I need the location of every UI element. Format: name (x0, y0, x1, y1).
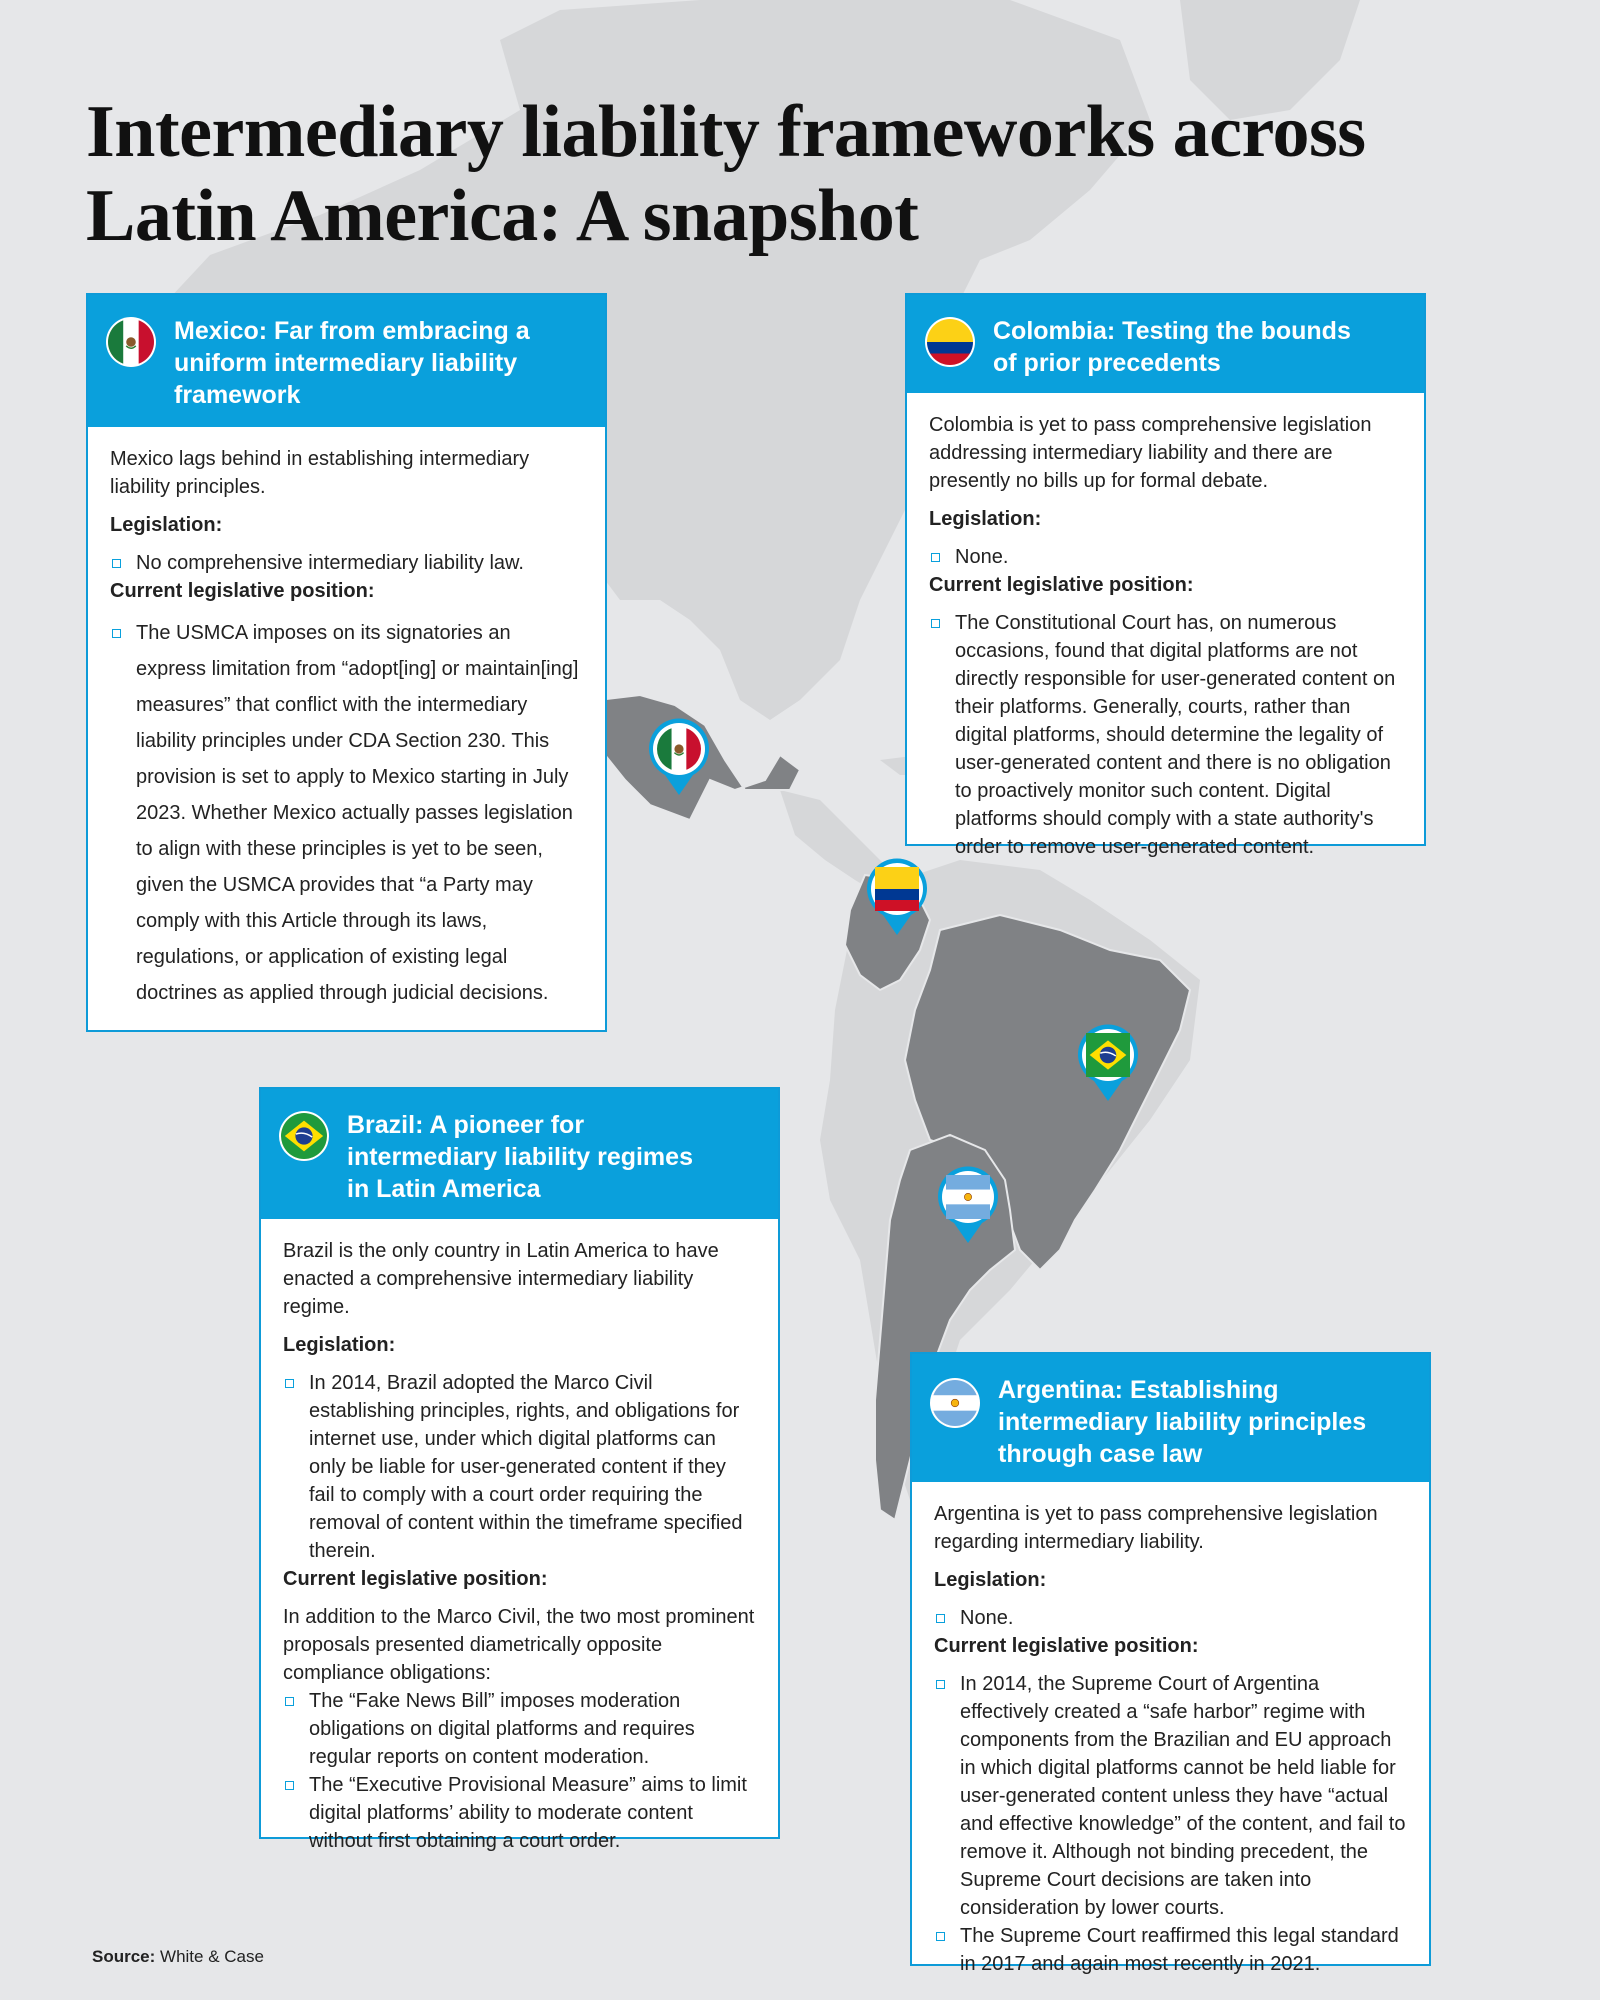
colombia-legislation-label: Legislation: (929, 508, 1042, 530)
argentina-position-label: Current legislative position: (934, 1635, 1199, 1657)
title-line: Latin America: A snapshot (86, 175, 919, 257)
brazil-flag-icon (281, 1113, 327, 1159)
brazil-card (259, 1087, 780, 1852)
page-title (86, 90, 1366, 258)
colombia-intro: Colombia is yet to pass comprehensive legislation addressing intermediary liability and there are presently no bills up for formal debate. (929, 414, 1372, 492)
argentina-flag-icon (932, 1380, 978, 1426)
mexico-intro: Mexico lags behind in establishing intermediary liability principles. (110, 448, 530, 498)
mexico-legislation-list (110, 549, 583, 577)
colombia-card-body (907, 393, 1424, 877)
mexico-heading-line: Mexico: Far from embracing a (174, 317, 530, 345)
source-text: White & Case (160, 1947, 264, 1966)
argentina-card (910, 1352, 1431, 1975)
mexico-card (86, 293, 607, 1032)
mexico-card-header (88, 295, 605, 427)
list-item: None. (934, 1604, 1407, 1632)
argentina-heading-line: through case law (998, 1440, 1203, 1468)
mexico-position-list (110, 615, 583, 1011)
list-item: The USMCA imposes on its signatories an express limitation from “adopt[ing] or maintain[ing] measures” that conflict with the intermediary liability principles under CDA Section 230. This provision is set to apply to Mexico starting in July 2023. Whether Mexico actually passes legislation to align with these principles is yet to be seen, given the USMCA provides that “a Party may comply with this Article through its laws, regulations, or application of existing legal doctrines as applied through judicial decisions. (110, 615, 583, 1011)
colombia-card (905, 293, 1426, 858)
brazil-card-header (261, 1089, 778, 1219)
argentina-position-list (934, 1670, 1407, 1978)
argentina-heading-line: intermediary liability principles (998, 1408, 1367, 1436)
brazil-position-label: Current legislative position: (283, 1568, 548, 1590)
source-label: Source: (92, 1947, 156, 1966)
colombia-position-list (929, 609, 1402, 861)
list-item: No comprehensive intermediary liability law. (110, 549, 583, 577)
colombia-heading-line: of prior precedents (993, 349, 1221, 377)
brazil-legislation-list (283, 1369, 756, 1565)
source-note (92, 1947, 264, 1967)
mexico-heading-line: framework (174, 381, 301, 409)
brazil-position-list (283, 1687, 756, 1855)
list-item: The “Fake News Bill” imposes moderation obligations on digital platforms and requires regular reports on content moderation. (283, 1687, 756, 1771)
brazil-legislation-label: Legislation: (283, 1334, 396, 1356)
title-line: Intermediary liability frameworks across (86, 91, 1366, 173)
brazil-intro: Brazil is the only country in Latin America to have enacted a comprehensive intermediary liability regime. (283, 1240, 719, 1318)
argentina-heading-line: Argentina: Establishing (998, 1376, 1279, 1404)
mexico-legislation-label: Legislation: (110, 514, 223, 536)
brazil-heading-line: intermediary liability regimes (347, 1143, 693, 1171)
list-item: In 2014, Brazil adopted the Marco Civil establishing principles, rights, and obligations for internet use, under which digital platforms can only be liable for user-generated content if they fail to comply with a court order requiring the removal of content within the timeframe specified therein. (283, 1369, 756, 1565)
list-item: The “Executive Provisional Measure” aims to limit digital platforms’ ability to moderate content without first obtaining a court order. (283, 1771, 756, 1855)
colombia-position-label: Current legislative position: (929, 574, 1194, 596)
list-item: None. (929, 543, 1402, 571)
colombia-legislation-list (929, 543, 1402, 571)
mexico-card-body (88, 427, 605, 1027)
brazil-position-intro: In addition to the Marco Civil, the two most prominent proposals presented diametrically opposite compliance obligations: (283, 1606, 755, 1684)
brazil-heading-line: in Latin America (347, 1175, 541, 1203)
argentina-legislation-list (934, 1604, 1407, 1632)
brazil-card-body (261, 1219, 778, 1871)
mexico-flag-icon (108, 319, 154, 365)
list-item: In 2014, the Supreme Court of Argentina effectively created a “safe harbor” regime with components from the Brazilian and EU approach in which digital platforms cannot be held liable for user-generated content unless they have “actual and effective knowledge” of the content, and fail to remove it. Although not binding precedent, the Supreme Court decisions are taken into consideration by lower courts. (934, 1670, 1407, 1922)
brazil-heading-line: Brazil: A pioneer for (347, 1111, 585, 1139)
argentina-intro: Argentina is yet to pass comprehensive legislation regarding intermediary liability. (934, 1503, 1378, 1553)
colombia-flag-icon (927, 319, 973, 365)
mexico-heading-line: uniform intermediary liability (174, 349, 518, 377)
list-item: The Supreme Court reaffirmed this legal standard in 2017 and again most recently in 2021. (934, 1922, 1407, 1978)
colombia-card-header (907, 295, 1424, 393)
argentina-card-header (912, 1354, 1429, 1482)
argentina-legislation-label: Legislation: (934, 1569, 1047, 1591)
mexico-position-label: Current legislative position: (110, 580, 375, 602)
argentina-card-body (912, 1482, 1429, 1994)
colombia-heading-line: Colombia: Testing the bounds (993, 317, 1351, 345)
list-item: The Constitutional Court has, on numerous occasions, found that digital platforms are not directly responsible for user-generated content on their platforms. Generally, courts, rather than digital platforms, should determine the legality of user-generated content and there is no obligation to proactively monitor such content. Digital platforms should comply with a state authority's order to remove user-generated content. (929, 609, 1402, 861)
